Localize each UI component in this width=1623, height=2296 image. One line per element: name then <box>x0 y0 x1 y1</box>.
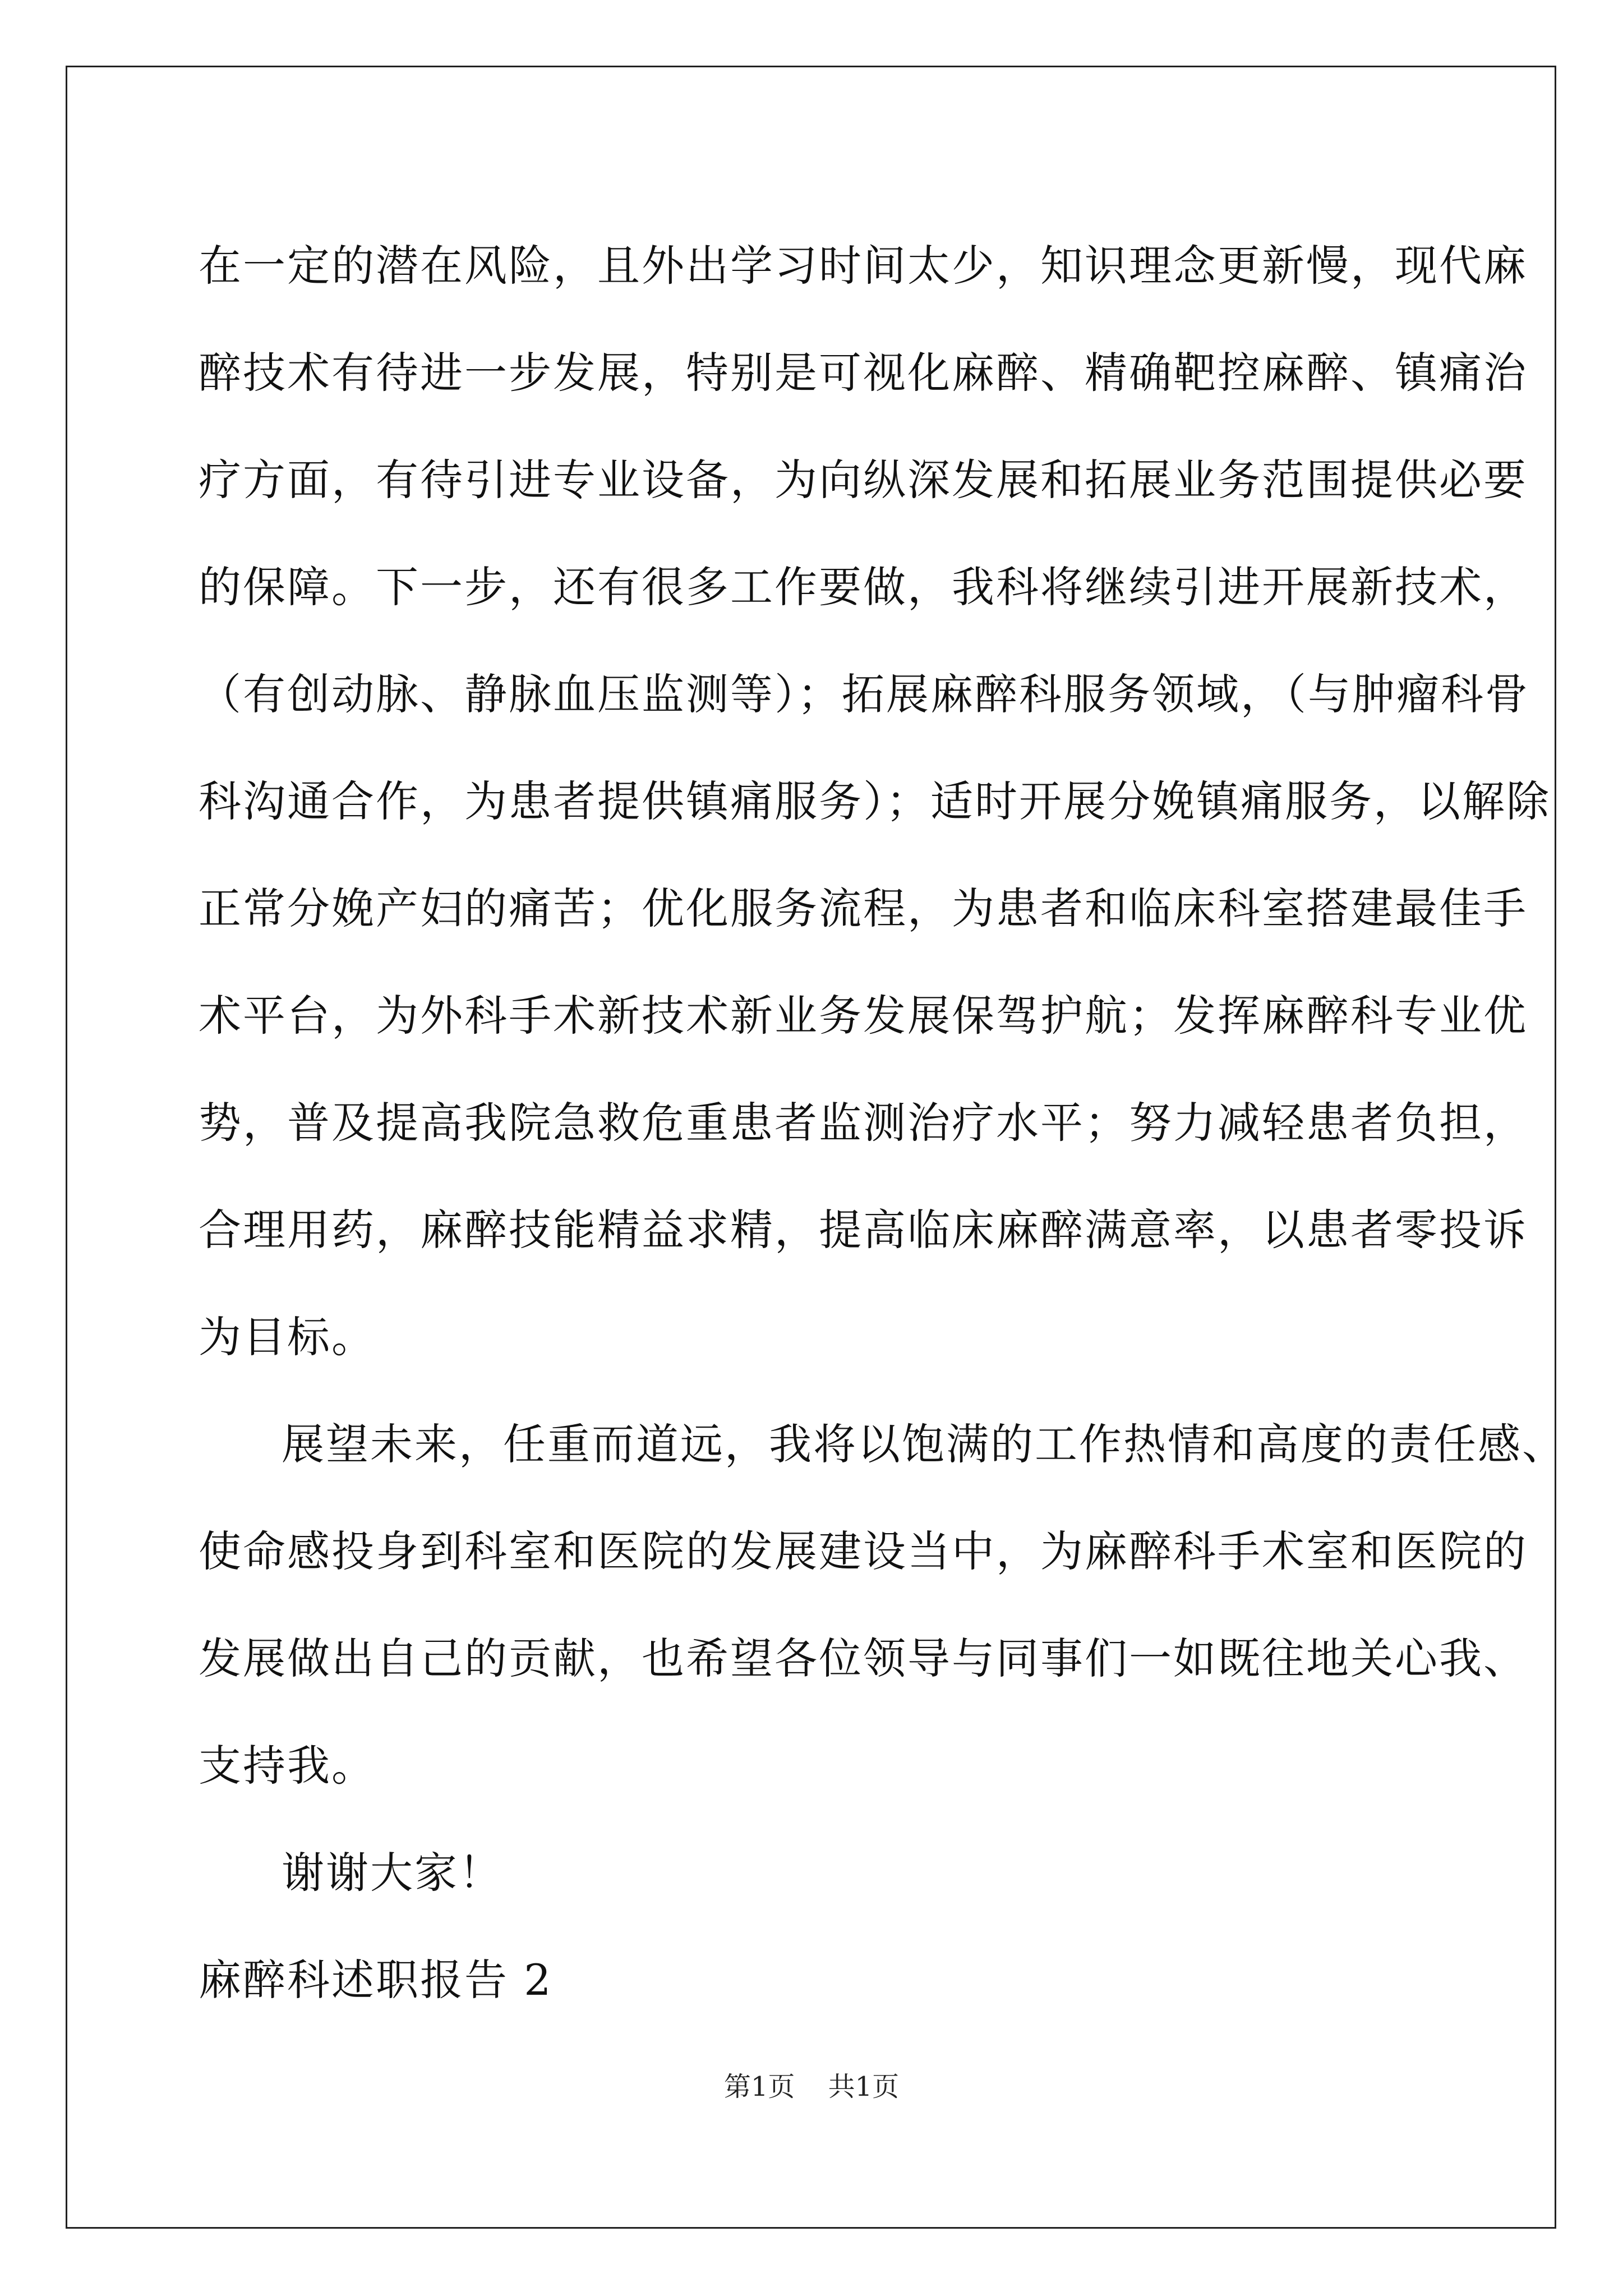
text-line: 发展做出自己的贡献，也希望各位领导与同事们一如既往地关心我、 <box>199 1634 1528 1683</box>
text-line: 正常分娩产妇的痛苦；优化服务流程，为患者和临床科室搭建最佳手 <box>199 884 1528 933</box>
page-number: 第1页 <box>723 2071 795 2102</box>
text-line: 在一定的潜在风险，且外出学习时间太少，知识理念更新慢，现代麻 <box>199 241 1528 291</box>
document-body <box>199 212 1566 2033</box>
text-line: 合理用药，麻醉技能精益求精，提高临床麻醉满意率，以患者零投诉 <box>199 1205 1528 1255</box>
text-line: 支持我。 <box>199 1741 376 1791</box>
text-line: 醉技术有待进一步发展，特别是可视化麻醉、精确靶控麻醉、镇痛治 <box>199 348 1528 398</box>
closing-thanks: 谢谢大家！ <box>282 1848 503 1898</box>
text-line: 势，普及提高我院急救危重患者监测治疗水平；努力减轻患者负担， <box>199 1098 1528 1148</box>
page-total: 共1页 <box>828 2071 900 2102</box>
text-line: 为目标。 <box>199 1312 376 1362</box>
text-line: 的保障。下一步，还有很多工作要做，我科将继续引进开展新技术， <box>199 562 1528 612</box>
text-line: （有创动脉、静脉血压监测等）；拓展麻醉科服务领域，（与肿瘤科骨 <box>199 669 1529 719</box>
text-line: 疗方面，有待引进专业设备，为向纵深发展和拓展业务范围提供必要 <box>199 455 1528 505</box>
text-line: 术平台，为外科手术新技术新业务发展保驾护航；发挥麻醉科专业优 <box>199 991 1528 1041</box>
text-line: 使命感投身到科室和医院的发展建设当中，为麻醉科手术室和医院的 <box>199 1526 1528 1576</box>
text-line: 科沟通合作，为患者提供镇痛服务）；适时开展分娩镇痛服务，以解除 <box>199 776 1551 826</box>
paragraph-start-line: 展望未来，任重而道远，我将以饱满的工作热情和高度的责任感、 <box>282 1419 1566 1469</box>
page-footer <box>0 2070 1623 2104</box>
section-heading: 麻醉科述职报告 2 <box>199 1955 553 2005</box>
